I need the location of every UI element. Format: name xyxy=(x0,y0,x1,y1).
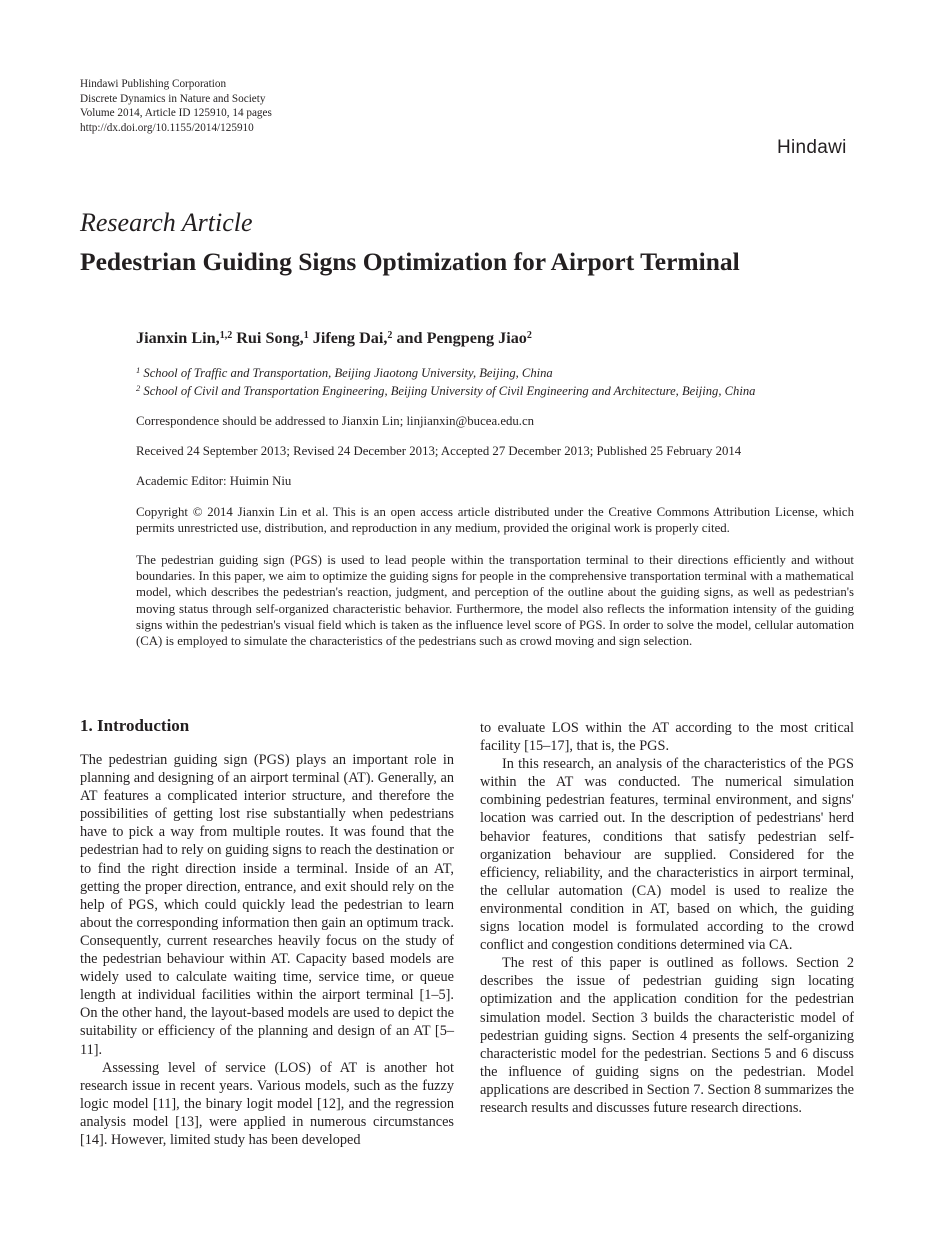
right-column xyxy=(480,719,854,1117)
author-affiliation-mark: 2 xyxy=(387,330,393,341)
abstract: The pedestrian guiding sign (PGS) is used to lead people within the transportation terminal to their directions efficiently and without boundaries. In this paper, we aim to optimize the guiding signs for people in the comprehensive transportation terminal with a mathematical model, which describes the pedestrian's reaction, judgment, and perception of the outline about the guiding signs, as well as pedestrian's moving status through self-organized characteristic behavior. Furthermore, the model also reflects the information intensity of the guiding signs within the pedestrian's visual field which is taken as the influence level score of PGS. In order to solve the model, cellular automation (CA) is employed to simulate the characteristics of the pedestrians such as crowd moving and sign selection. xyxy=(136,553,854,649)
body-paragraph: In this research, an analysis of the characteristics of the PGS within the AT was conducted. The numerical simulation combining pedestrian features, terminal environment, and signs' location was carried out. In the description of pedestrians' herd behavior features, conditions that satisfy pedestrian self-organization behaviour are supplied. Considered for the efficiency, reliability, and the characteristics in airport terminal, the cellular automation (CA) model is used to realize the environmental condition in AT, based on which, the guiding signs location model is formulated according to the crowd conflict and congestion conditions determined via CA. xyxy=(480,756,854,954)
section-heading: 1. Introduction xyxy=(80,716,190,735)
academic-editor: Academic Editor: Huimin Niu xyxy=(136,474,292,488)
affiliation-mark: 2 xyxy=(136,383,141,393)
affiliation xyxy=(136,366,553,381)
author-affiliation-mark: 1 xyxy=(303,330,309,341)
body-paragraph: The rest of this paper is outlined as follows. Section 2 describes the issue of pedestrian guiding sign locating optimization and the application condition for the pedestrian simulation model. Section 3 builds the characteristic model of pedestrian guiding signs. Section 4 presents the self-organizing characteristic model for the pedestrian. Sections 5 and 6 discuss the influence of guiding signs on the pedestrian. Model applications are described in Section 7. Section 8 summarizes the research results and discusses future research directions. xyxy=(480,955,854,1116)
left-column xyxy=(80,751,454,1149)
affiliation xyxy=(136,384,755,399)
publisher-line: Hindawi Publishing Corporation xyxy=(80,78,227,90)
journal-header xyxy=(80,77,272,136)
article-type: Research Article xyxy=(80,208,253,237)
body-paragraph: Assessing level of service (LOS) of AT is another hot research issue in recent years. Various models, such as the fuzzy logic model [11], the binary logit model [12], and the regression analysis model [13], were applied in numerous circumstances [14]. However, limited study has been developed xyxy=(80,1059,454,1148)
publisher-logo: Hindawi xyxy=(777,137,847,158)
affiliation-text: School of Traffic and Transportation, Beijing Jiaotong University, Beijing, China xyxy=(143,366,553,380)
article-title: Pedestrian Guiding Signs Optimization for Airport Terminal xyxy=(80,247,740,276)
journal-name: Discrete Dynamics in Nature and Society xyxy=(80,92,266,105)
author-list xyxy=(136,329,532,348)
author-name: Jifeng Dai, xyxy=(312,329,388,347)
author-name: and Pengpeng Jiao xyxy=(396,329,527,347)
affiliation-mark: 1 xyxy=(136,365,141,375)
author-affiliation-mark: 2 xyxy=(526,330,532,341)
author-name: Jianxin Lin, xyxy=(136,329,220,347)
author-name: Rui Song, xyxy=(236,329,304,347)
doi-link[interactable]: http://dx.doi.org/10.1155/2014/125910 xyxy=(80,122,254,135)
body-paragraph: The pedestrian guiding sign (PGS) plays an important role in planning and designing of an airport terminal (AT). Generally, an AT features a complicated interior structure, and therefore the possibilities of getting lost rise substantially when pedestrians have to pick a way from multiple routes. It was found that the pedestrian had to rely on guiding signs to reach the destination or to find the right direction inside a terminal. Inside of an AT, getting the proper direction, entrance, and exit should rely on the help of PGS, which could quickly lead the pedestrian to learn about the corresponding information then gain an optimum track. Consequently, current researches heavily focus on the study of the pedestrian behaviour within AT. Capacity based models are widely used to calculate waiting time, service time, or queue length at individual facilities within the airport terminal [1–5]. On the other hand, the layout-based models are used to depict the suitability or efficiency of the planning and design of an AT [5–11]. xyxy=(80,752,454,1058)
correspondence: Correspondence should be addressed to Jianxin Lin; linjianxin@bucea.edu.cn xyxy=(136,414,535,428)
author-affiliation-mark: 1,2 xyxy=(219,330,233,341)
publication-dates: Received 24 September 2013; Revised 24 December 2013; Accepted 27 December 2013; Published 25 February 2014 xyxy=(136,444,742,458)
affiliation-text: School of Civil and Transportation Engineering, Beijing University of Civil Engineering and Architecture, Beijing, China xyxy=(143,384,756,398)
volume-line: Volume 2014, Article ID 125910, 14 pages xyxy=(80,107,272,120)
copyright-notice: Copyright © 2014 Jianxin Lin et al. This is an open access article distributed under the Creative Commons Attribution License, which permits unrestricted use, distribution, and reproduction in any medium, provided the original work is properly cited. xyxy=(136,505,854,536)
body-paragraph: to evaluate LOS within the AT according to the most critical facility [15–17], that is, the PGS. xyxy=(480,720,854,755)
